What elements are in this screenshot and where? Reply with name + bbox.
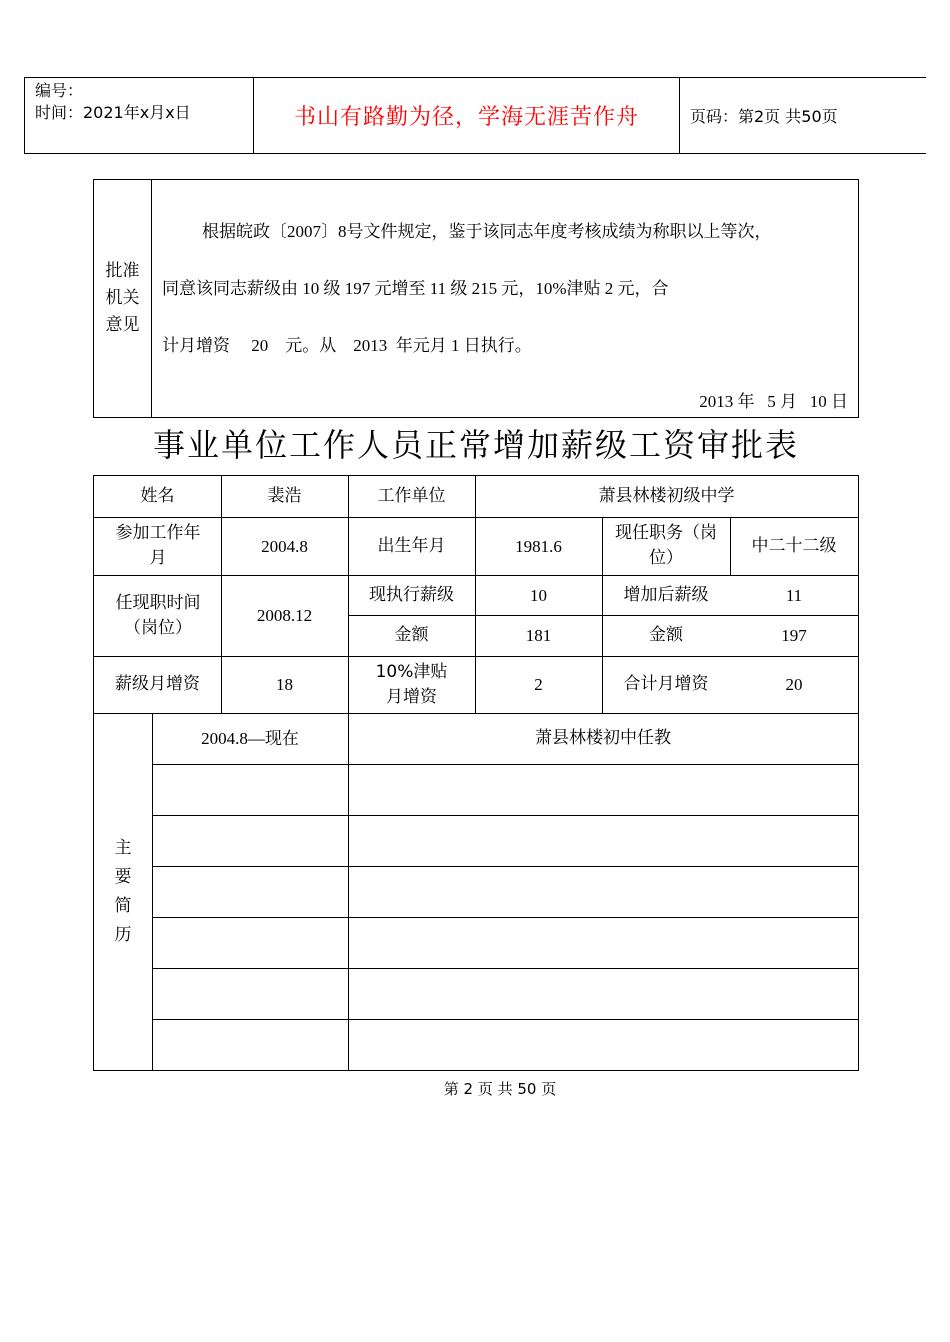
- resume-label-char: 主: [114, 837, 132, 858]
- birth-value: 1981.6: [515, 536, 562, 556]
- approval-line-3: 计月增资 20 元。从 2013 年元月 1 日执行。: [162, 336, 532, 355]
- resume-label-char: 简: [114, 895, 132, 916]
- resume-label: [94, 713, 152, 1070]
- resume-period: [152, 917, 348, 968]
- resume-period: [152, 764, 348, 815]
- allowance-value: 2: [534, 675, 543, 694]
- approval-table: [93, 475, 859, 1071]
- resume-description: [348, 815, 858, 866]
- amount-value-new: 197: [781, 626, 807, 645]
- join-date-label: 参加工作年月: [115, 523, 201, 568]
- total-raise-label: 合计月增资: [623, 674, 709, 694]
- page-footer: 第 2 页 共 50 页: [443, 1080, 557, 1098]
- header-page-info: 页码：第2页 共50页: [690, 107, 838, 126]
- approval-text: [152, 180, 858, 417]
- appoint-date-label: 任现职时间（岗位）: [115, 592, 201, 638]
- document-title: 事业单位工作人员正常增加薪级工资审批表: [152, 426, 799, 464]
- approval-label-line: 机关: [105, 288, 140, 308]
- level-raise-label: 薪级月增资: [115, 674, 200, 694]
- current-level-value: 10: [530, 585, 547, 605]
- current-level-label: 现执行薪级: [369, 584, 454, 605]
- resume-description: 萧县林楼初中任教: [535, 728, 671, 748]
- appoint-date-value: 2008.12: [256, 606, 313, 625]
- resume-label-char: 历: [114, 924, 132, 945]
- allowance-label: 10%津贴月增资: [375, 661, 448, 707]
- approval-label-line: 批准: [105, 261, 140, 281]
- unit-label: 工作单位: [377, 486, 446, 506]
- resume-description: [348, 866, 858, 917]
- page-header: [24, 77, 926, 154]
- total-raise-value: 20: [785, 675, 803, 694]
- amount-label-current: 金额: [394, 625, 429, 645]
- new-level-value: 11: [785, 585, 803, 605]
- resume-description: [348, 764, 858, 815]
- approval-box: [93, 179, 859, 418]
- approval-label: [94, 180, 152, 417]
- resume-period: 2004.8—现在: [201, 729, 299, 748]
- join-date-value: 2004.8: [261, 536, 308, 556]
- position-label: 现任职务（岗位）: [615, 523, 717, 568]
- approval-line-2: 同意该同志薪级由 10 级 197 元增至 11 级 215 元，10%津贴 2 元，合: [162, 279, 669, 298]
- doc-time-label: 时间：2021年x月x日: [35, 103, 191, 122]
- header-motto: 书山有路勤为径，学海无涯苦作舟: [254, 78, 680, 153]
- resume-period: [152, 968, 348, 1019]
- resume-description: [348, 968, 858, 1019]
- approval-line-1: 根据皖政〔2007〕8号文件规定，鉴于该同志年度考核成绩为称职以上等次，: [202, 222, 772, 241]
- approval-label-line: 意见: [105, 315, 140, 335]
- birth-label: 出生年月: [377, 535, 446, 556]
- name-value: 裴浩: [267, 486, 302, 506]
- amount-label-new: 金额: [649, 625, 683, 645]
- resume-description: [348, 917, 858, 968]
- resume-period: [152, 1019, 348, 1070]
- resume-period: [152, 815, 348, 866]
- resume-description: [348, 1019, 858, 1070]
- position-value: 中二十二级: [751, 535, 837, 556]
- doc-number-label: 编号：: [35, 81, 84, 100]
- amount-value-current: 181: [525, 626, 552, 645]
- unit-value: 萧县林楼初级中学: [598, 486, 735, 506]
- name-label: 姓名: [140, 486, 175, 506]
- resume-label-char: 要: [114, 866, 132, 887]
- new-level-label: 增加后薪级: [623, 584, 709, 605]
- approval-date: 2013 年 5 月 10 日: [699, 392, 848, 411]
- level-raise-value: 18: [276, 675, 293, 694]
- resume-period: [152, 866, 348, 917]
- header-meta: [24, 78, 254, 153]
